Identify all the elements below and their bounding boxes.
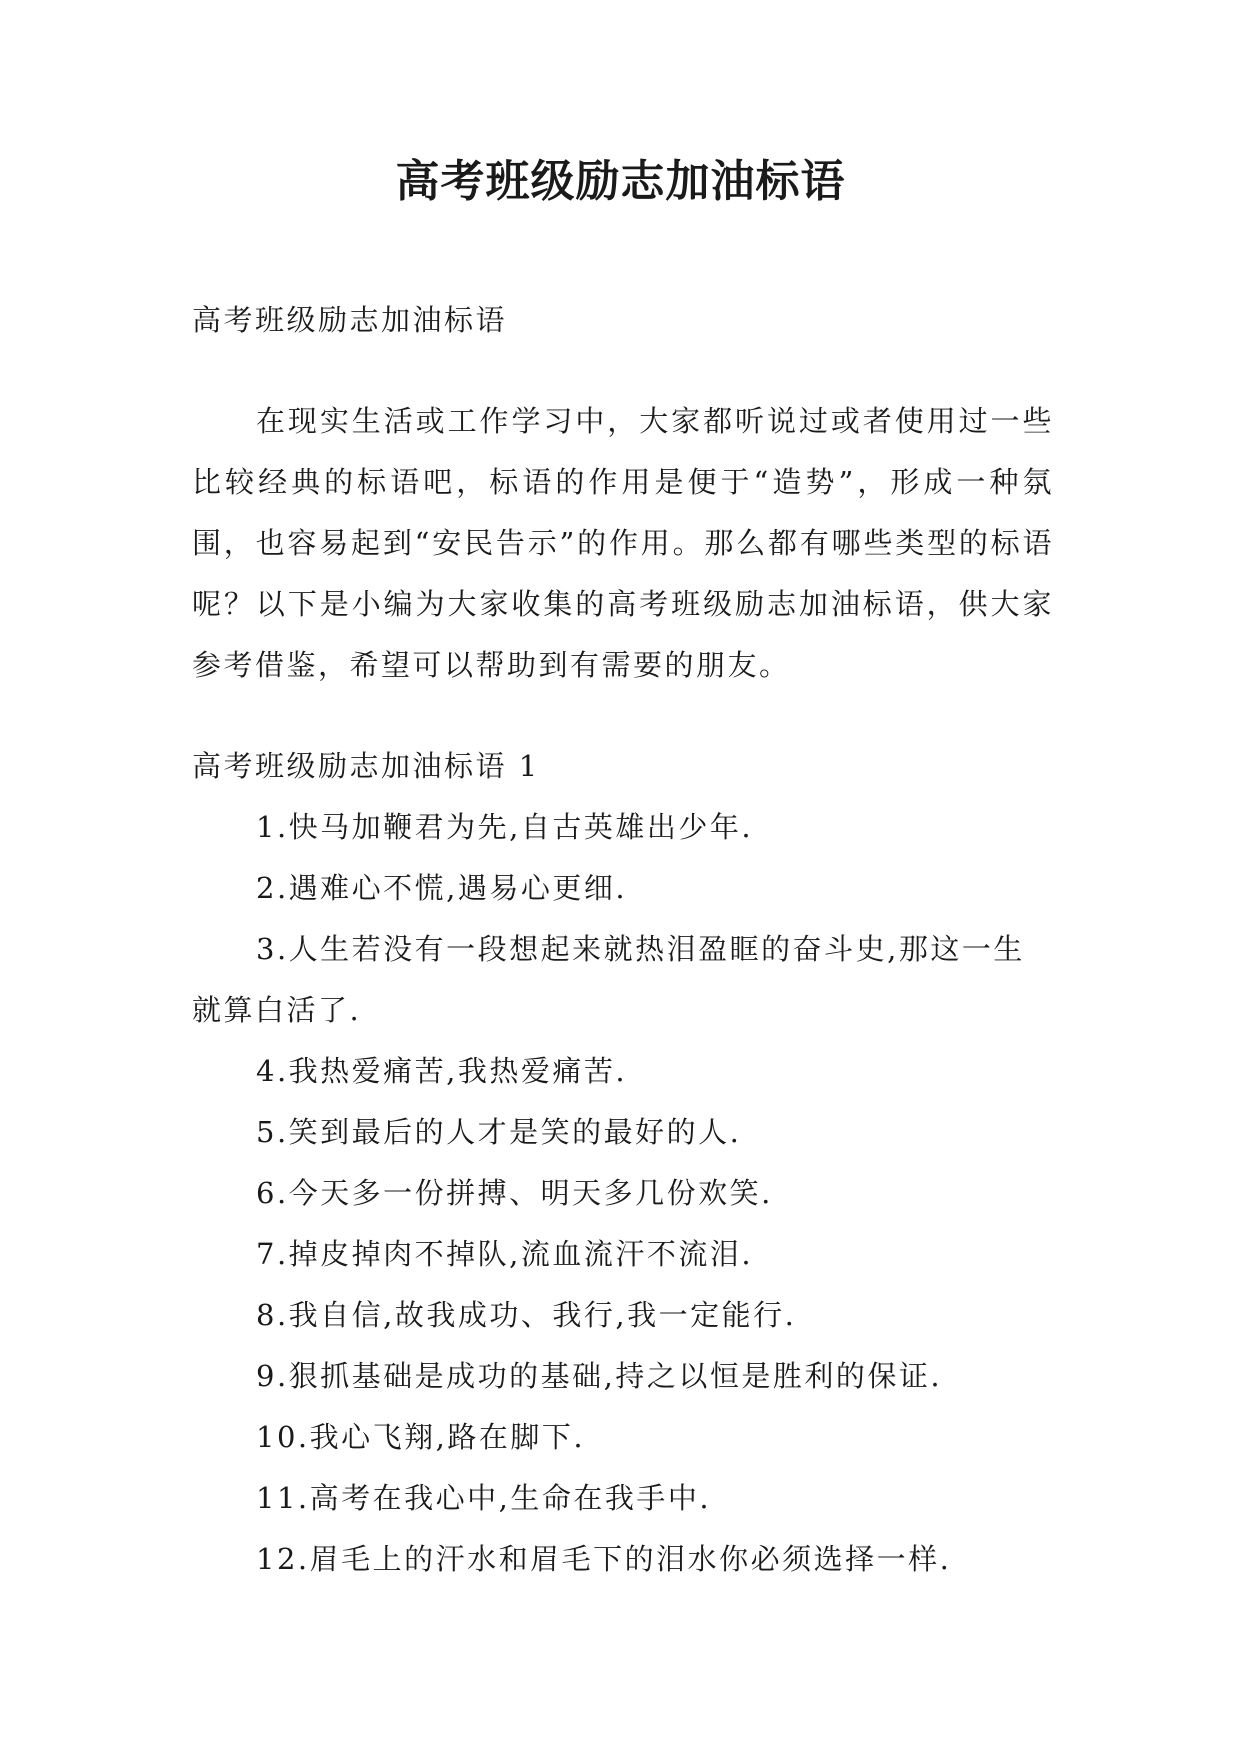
slogan-item: 5.笑到最后的人才是笑的最好的人.: [256, 1115, 742, 1149]
slogan-item: 12.眉毛上的汗水和眉毛下的泪水你必须选择一样.: [256, 1542, 952, 1576]
slogan-item: 11.高考在我心中,生命在我手中.: [256, 1481, 712, 1515]
document-body: [192, 290, 1054, 1590]
slogan-item: 3.人生若没有一段想起来就热泪盈眶的奋斗史,那这一生就算白活了.: [192, 932, 1025, 1027]
slogan-item: 8.我自信,故我成功、我行,我一定能行.: [256, 1298, 797, 1332]
slogan-item: 2.遇难心不慌,遇易心更细.: [256, 871, 628, 905]
slogan-item: 7.掉皮掉肉不掉队,流血流汗不流泪.: [256, 1237, 754, 1271]
section-heading: 高考班级励志加油标语 1: [192, 749, 540, 783]
slogan-item: 4.我热爱痛苦,我热爱痛苦.: [256, 1054, 628, 1088]
slogan-item: 6.今天多一份拼搏、明天多几份欢笑.: [256, 1176, 773, 1210]
page-title: 高考班级励志加油标语: [395, 156, 846, 207]
slogan-item: 10.我心飞翔,路在脚下.: [256, 1420, 586, 1454]
intro-paragraph: 在现实生活或工作学习中，大家都听说过或者使用过一些比较经典的标语吧，标语的作用是便于“造势”，形成一种氛围，也容易起到“安民告示”的作用。那么都有哪些类型的标语呢？以下是小编为大家收集的高考班级励志加油标语，供大家参考借鉴，希望可以帮助到有需要的朋友。: [192, 404, 1054, 682]
slogan-item: 1.快马加鞭君为先,自古英雄出少年.: [256, 810, 754, 844]
slogan-item: 9.狠抓基础是成功的基础,持之以恒是胜利的保证.: [256, 1359, 943, 1393]
document-subtitle: 高考班级励志加油标语: [192, 303, 508, 337]
